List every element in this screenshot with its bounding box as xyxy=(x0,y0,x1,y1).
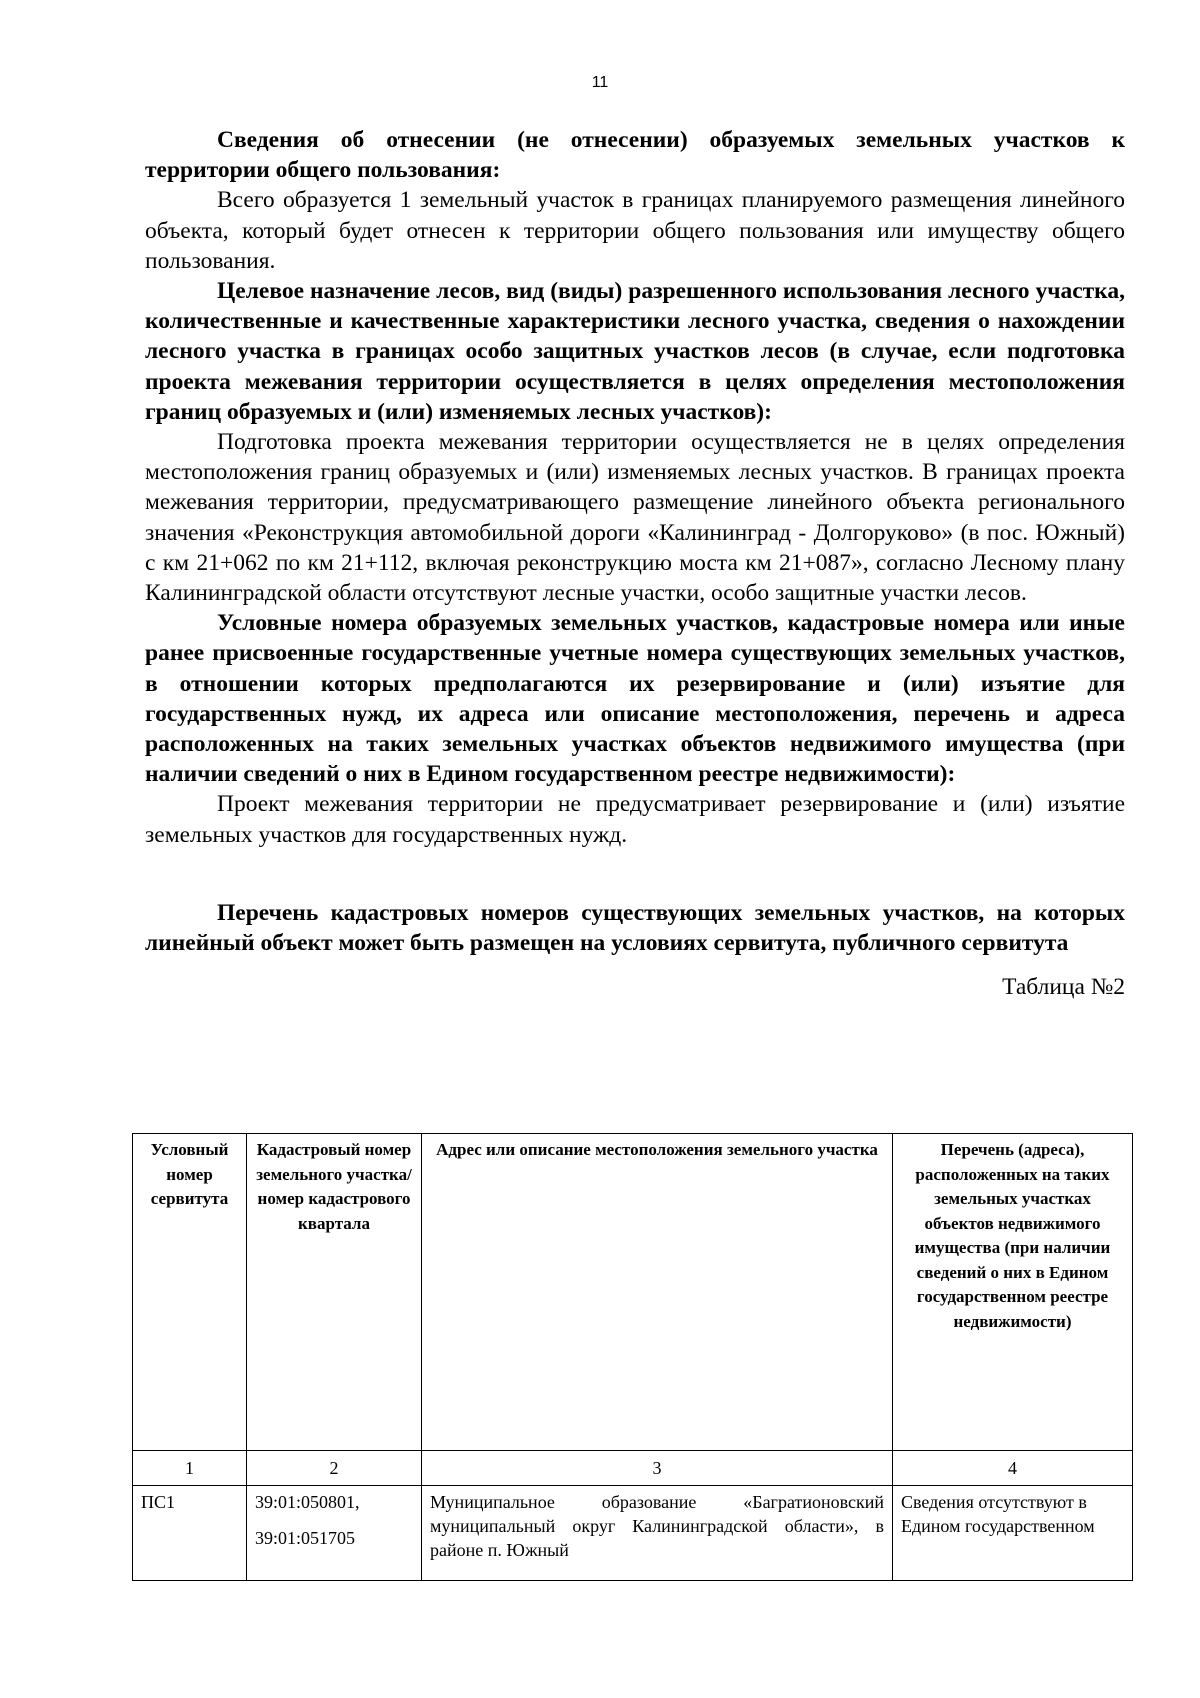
column-number-row xyxy=(133,1451,1133,1486)
objects-cell: Сведения отсутствуют в Едином государственном xyxy=(893,1486,1133,1581)
table-caption: Таблица №2 xyxy=(1002,974,1125,1001)
header-cadastral-number: Кадастровый номер земельного участка/номер кадастрового квартала xyxy=(247,1134,422,1451)
document-body xyxy=(145,125,1125,1002)
cadastral-cell xyxy=(247,1486,422,1581)
header-address: Адрес или описание местоположения земельного участка xyxy=(422,1134,893,1451)
section-body-reservation: Проект межевания территории не предусматривает резервирование и (или) изъятие земельных участков для государственных нужд. xyxy=(145,791,1125,848)
cadastral-number: 39:01:050801, xyxy=(255,1492,360,1512)
servitude-id-cell: ПС1 xyxy=(133,1486,247,1581)
servitude-heading: Перечень кадастровых номеров существующих земельных участков, на которых линейный объект может быть размещен на условиях сервитута, публичного сервитута xyxy=(145,899,1125,957)
column-number: 1 xyxy=(133,1451,247,1486)
section-heading-public-use: Сведения об отнесении (не отнесении) образуемых земельных участков к территории общего пользования: xyxy=(145,127,1125,184)
page-number: 11 xyxy=(591,74,609,91)
section-heading-forests: Целевое назначение лесов, вид (виды) разрешенного использования лесного участка, количественные и качественные характеристики лесного участка, сведения о нахождении лесного участка в границах особо защитных участков лесов (в случае, если подготовка проекта межевания территории осуществляется в целях определения местоположения границ образуемых и (или) изменяемых лесных участков): xyxy=(145,278,1125,425)
section-heading-reservation: Условные номера образуемых земельных участков, кадастровые номера или иные ранее присвоенные государственные учетные номера существующих земельных участков, в отношении которых предполагаются их резервирование и (или) изъятие для государственных нужд, их адреса или описание местоположения, перечень и адреса расположенных на таких земельных участках объектов недвижимого имущества (при наличии сведений о них в Едином государственном реестре недвижимости): xyxy=(145,610,1125,788)
column-number: 4 xyxy=(893,1451,1133,1486)
header-real-estate-objects: Перечень (адреса), расположенных на таких земельных участках объектов недвижимого имущества (при наличии сведений о них в Едином государственном реестре недвижимости) xyxy=(893,1134,1133,1451)
address-cell: Муниципальное образование «Багратионовский муниципальный округ Калининградской области», в районе п. Южный xyxy=(422,1486,893,1581)
table-row xyxy=(133,1486,1133,1581)
spacer xyxy=(145,850,1125,898)
section-body-forests: Подготовка проекта межевания территории осуществляется не в целях определения местоположения границ образуемых и (или) изменяемых лесных участков. В границах проекта межевания территории, предусматривающего размещение линейного объекта регионального значения «Реконструкция автомобильной дороги «Калининград - Долгоруково» (в пос. Южный) с км 21+062 по км 21+112, включая реконструкцию моста км 21+087», согласно Лесному плану Калининградской области отсутствуют лесные участки, особо защитные участки лесов. xyxy=(145,429,1125,607)
header-servitude-number: Условный номер сервитута xyxy=(133,1134,247,1451)
servitude-table xyxy=(132,1133,1133,1581)
cadastral-number: 39:01:051705 xyxy=(255,1528,356,1548)
column-number: 3 xyxy=(422,1451,893,1486)
table-header-row xyxy=(133,1134,1133,1451)
column-number: 2 xyxy=(247,1451,422,1486)
section-body-public-use: Всего образуется 1 земельный участок в границах планируемого размещения линейного объекта, который будет отнесен к территории общего пользования или имуществу общего пользования. xyxy=(145,187,1125,274)
